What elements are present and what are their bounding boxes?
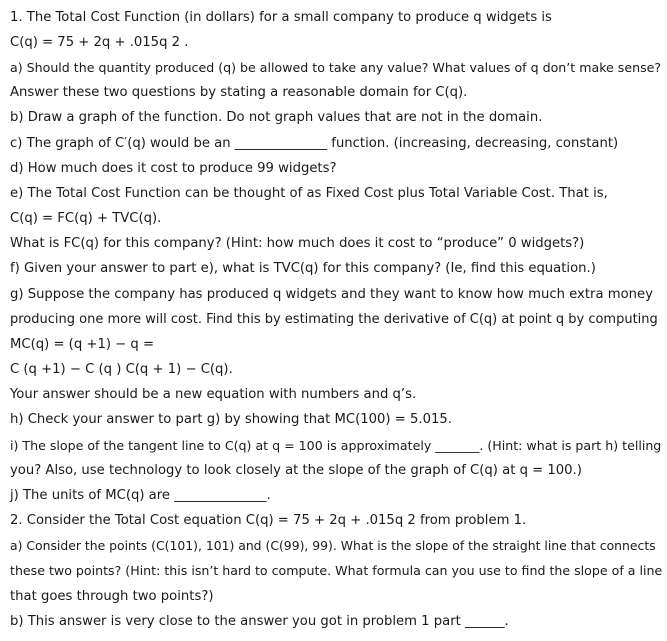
text-line-12: g) Suppose the company has produced q widgets and they want to know how much extra money bbox=[10, 287, 653, 302]
text-line-7: d) How much does it cost to produce 99 widgets? bbox=[10, 161, 337, 176]
text-line-13: producing one more will cost. Find this by estimating the derivative of C(q) at point q by computing bbox=[10, 312, 658, 327]
text-line-10: What is FC(q) for this company? (Hint: how much does it cost to “produce” 0 widgets?) bbox=[10, 236, 585, 251]
text-line-19: you? Also, use technology to look closely at the slope of the graph of C(q) at q = 100.) bbox=[10, 463, 582, 478]
text-line-4: Answer these two questions by stating a reasonable domain for C(q). bbox=[10, 85, 468, 100]
text-line-23: these two points? (Hint: this isn’t hard to compute. What formula can you use to find the slope of a line bbox=[10, 563, 663, 578]
text-line-3: a) Should the quantity produced (q) be allowed to take any value? What values of q don’t make sense? bbox=[10, 60, 662, 75]
text-line-15: C (q +1) − C (q ) C(q + 1) − C(q). bbox=[10, 362, 233, 377]
text-line-25: b) This answer is very close to the answer you got in problem 1 part ______. bbox=[10, 614, 509, 629]
text-line-20: j) The units of MC(q) are ______________. bbox=[10, 488, 271, 503]
text-line-2: C(q) = 75 + 2q + .015q 2 . bbox=[10, 35, 189, 50]
text-line-8: e) The Total Cost Function can be thought of as Fixed Cost plus Total Variable Cost. That is, bbox=[10, 186, 608, 201]
text-line-24: that goes through two points?) bbox=[10, 589, 214, 604]
text-line-5: b) Draw a graph of the function. Do not graph values that are not in the domain. bbox=[10, 110, 543, 125]
text-line-17: h) Check your answer to part g) by showing that MC(100) = 5.015. bbox=[10, 412, 452, 427]
text-line-18: i) The slope of the tangent line to C(q) at q = 100 is approximately _______. (Hint: what is part h) telling bbox=[10, 438, 662, 453]
text-line-9: C(q) = FC(q) + TVC(q). bbox=[10, 211, 162, 226]
text-line-21: 2. Consider the Total Cost equation C(q) = 75 + 2q + .015q 2 from problem 1. bbox=[10, 513, 527, 528]
text-line-22: a) Consider the points (C(101), 101) and (C(99), 99). What is the slope of the straight line that connects bbox=[10, 538, 656, 553]
text-line-6: c) The graph of C′(q) would be an ______________ function. (increasing, decreasing, constant) bbox=[10, 136, 619, 151]
text-line-16: Your answer should be a new equation with numbers and q’s. bbox=[10, 387, 417, 402]
text-line-1: 1. The Total Cost Function (in dollars) for a small company to produce q widgets is bbox=[10, 10, 552, 25]
text-line-11: f) Given your answer to part e), what is TVC(q) for this company? (Ie, find this equation.) bbox=[10, 261, 596, 276]
text-line-14: MC(q) = (q +1) − q = bbox=[10, 337, 155, 352]
